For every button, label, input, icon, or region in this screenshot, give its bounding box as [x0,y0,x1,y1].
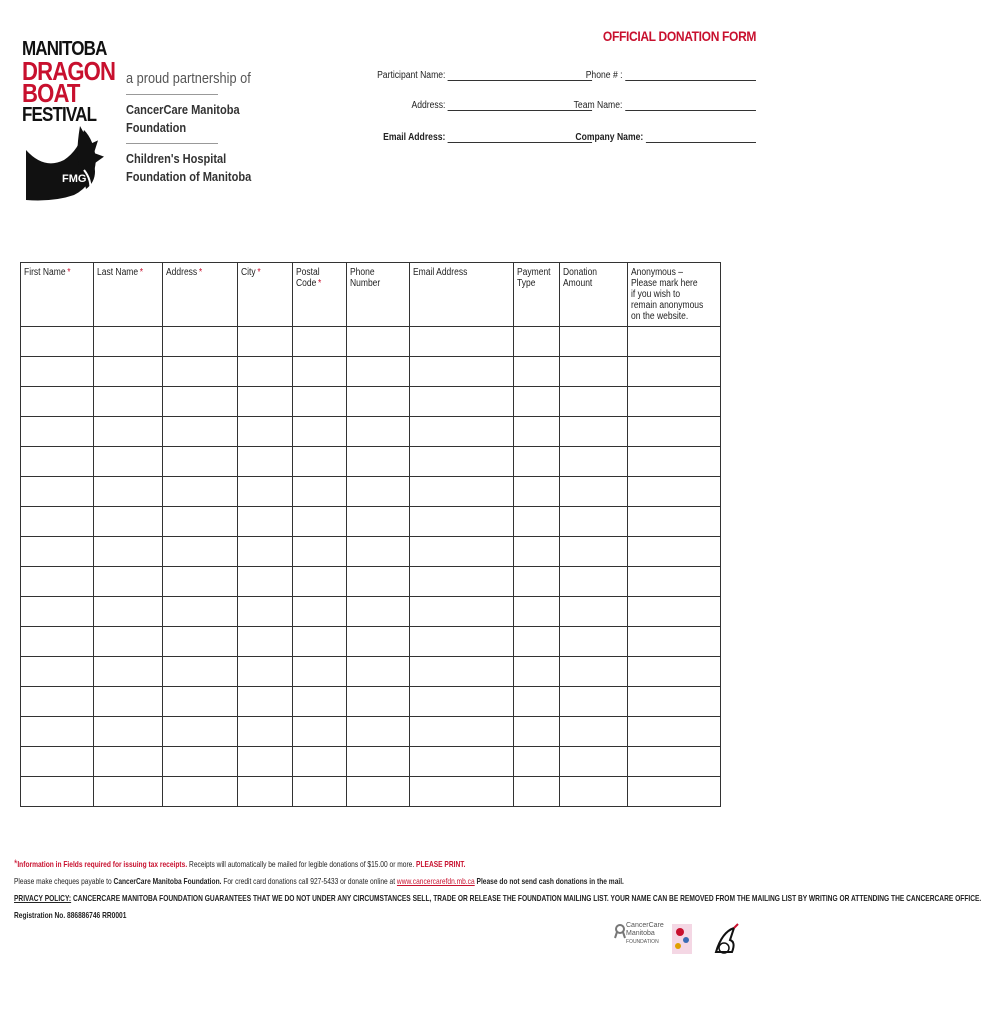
table-cell[interactable] [21,537,94,567]
table-cell[interactable] [514,657,560,687]
table-cell[interactable] [238,687,293,717]
column-header-1 [94,263,163,327]
table-cell[interactable] [238,507,293,537]
table-cell[interactable] [514,387,560,417]
table-cell[interactable] [347,657,410,687]
table-cell[interactable] [293,717,347,747]
table-cell[interactable] [293,747,347,777]
table-cell[interactable] [628,327,721,357]
table-cell[interactable] [347,387,410,417]
table-cell[interactable] [560,717,628,747]
please-print: PLEASE PRINT. [416,859,466,869]
table-row [21,747,721,777]
table-cell[interactable] [628,507,721,537]
table-cell[interactable] [163,507,238,537]
table-cell[interactable] [628,747,721,777]
table-cell[interactable] [560,777,628,807]
table-cell[interactable] [21,417,94,447]
table-cell[interactable] [238,747,293,777]
company-field[interactable] [575,132,756,143]
address-field[interactable] [411,100,592,111]
table-cell[interactable] [514,687,560,717]
table-cell[interactable] [628,387,721,417]
table-cell[interactable] [410,597,514,627]
table-cell[interactable] [514,627,560,657]
column-header-7 [514,263,560,327]
table-cell[interactable] [347,747,410,777]
table-cell[interactable] [560,387,628,417]
column-header-label: First Name * [24,267,71,278]
phone-label: Phone # : [585,70,623,81]
receipt-note: Receipts will automatically be mailed for legible donations of $15.00 or more. [189,859,415,869]
table-cell[interactable] [163,327,238,357]
credit-card-text: For credit card donations call 927-5433 or donate online at [223,876,396,886]
table-cell[interactable] [347,327,410,357]
table-cell[interactable] [560,477,628,507]
dragon-boat-festival-small-icon [712,922,740,958]
ccmf-line3: FOUNDATION [626,939,659,945]
table-cell[interactable] [163,447,238,477]
ribbon-icon [614,924,626,938]
table-cell[interactable] [347,597,410,627]
form-title: OFFICIAL DONATION FORM [602,28,756,44]
company-line[interactable] [646,132,756,143]
table-cell[interactable] [410,327,514,357]
partner-divider [126,94,218,95]
cheques-prefix: Please make cheques payable to [14,876,112,886]
logo-line-manitoba: MANITOBA [22,38,107,60]
table-cell[interactable] [163,417,238,447]
table-cell[interactable] [94,627,163,657]
column-header-3 [238,263,293,327]
table-row [21,627,721,657]
table-cell[interactable] [293,777,347,807]
table-cell[interactable] [94,447,163,477]
table-cell[interactable] [293,327,347,357]
table-cell[interactable] [560,507,628,537]
table-cell[interactable] [514,507,560,537]
table-cell[interactable] [347,687,410,717]
table-cell[interactable] [94,687,163,717]
table-cell[interactable] [293,387,347,417]
table-cell[interactable] [293,687,347,717]
table-cell[interactable] [21,387,94,417]
table-cell[interactable] [560,327,628,357]
table-cell[interactable] [21,687,94,717]
table-cell[interactable] [163,777,238,807]
phone-field[interactable] [586,70,756,81]
column-header-5 [347,263,410,327]
table-cell[interactable] [514,777,560,807]
table-cell[interactable] [163,387,238,417]
table-cell[interactable] [293,417,347,447]
privacy-label: PRIVACY POLICY: [14,893,72,903]
table-cell[interactable] [560,747,628,777]
table-cell[interactable] [628,567,721,597]
table-cell[interactable] [628,447,721,477]
table-cell[interactable] [514,417,560,447]
table-cell[interactable] [410,537,514,567]
table-cell[interactable] [293,447,347,477]
partner-divider [126,143,218,144]
company-label: Company Name: [575,132,644,143]
table-cell[interactable] [94,777,163,807]
required-note [14,858,465,870]
table-row [21,717,721,747]
table-cell[interactable] [163,357,238,387]
table-cell[interactable] [514,357,560,387]
table-cell[interactable] [94,537,163,567]
table-cell[interactable] [293,657,347,687]
table-cell[interactable] [628,717,721,747]
table-cell[interactable] [163,597,238,627]
table-cell[interactable] [293,507,347,537]
table-cell[interactable] [514,717,560,747]
table-cell[interactable] [628,477,721,507]
table-cell[interactable] [163,567,238,597]
table-cell[interactable] [94,657,163,687]
table-cell[interactable] [560,687,628,717]
table-cell[interactable] [514,597,560,627]
participant-name-field[interactable] [377,70,592,81]
table-row [21,597,721,627]
table-cell[interactable] [293,477,347,507]
table-cell[interactable] [238,537,293,567]
table-cell[interactable] [21,507,94,537]
table-cell[interactable] [628,627,721,657]
table-cell[interactable] [514,747,560,777]
column-header-0 [21,263,94,327]
column-header-label: Postal Code * [296,267,322,289]
table-cell[interactable] [21,777,94,807]
table-cell[interactable] [410,357,514,387]
address-label: Address: [410,100,445,111]
table-cell[interactable] [94,597,163,627]
required-star: * [257,267,261,278]
table-cell[interactable] [21,567,94,597]
table-cell[interactable] [628,417,721,447]
table-row [21,777,721,807]
table-cell[interactable] [628,657,721,687]
table-cell[interactable] [163,477,238,507]
participant-name-label: Participant Name: [376,70,445,81]
table-cell[interactable] [410,627,514,657]
table-cell[interactable] [560,357,628,387]
table-cell[interactable] [514,447,560,477]
team-name-field[interactable] [574,100,756,111]
table-cell[interactable] [21,627,94,657]
table-cell[interactable] [21,447,94,477]
partnership-intro: a proud partnership of [126,70,251,87]
table-row [21,477,721,507]
table-header-row [21,263,721,327]
table-cell[interactable] [628,537,721,567]
table-row [21,507,721,537]
column-header-label: Payment Type [517,267,551,289]
required-note-text: Information in Fields required for issuing tax receipts. [17,859,188,869]
email-field[interactable] [383,132,592,143]
privacy-text: CANCERCARE MANITOBA FOUNDATION GUARANTEES THAT WE DO NOT UNDER ANY CIRCUMSTANCES SELL, TRADE OR RELEASE THE FOUNDATION MAILING LIST. YOUR NAME CAN BE REMOVED FROM THE MAILING LIST BY WRITING OR ATTENDING THE CANCERCARE OFFICE. [72,893,981,903]
dragon-icon [24,120,104,200]
website-link[interactable]: www.cancercarefdn.mb.ca [396,876,475,886]
partnership-block [126,70,252,186]
table-row [21,447,721,477]
table-cell[interactable] [347,537,410,567]
table-cell[interactable] [293,357,347,387]
table-cell[interactable] [628,777,721,807]
ccmf-line2: Manitoba [626,930,655,937]
table-cell[interactable] [628,687,721,717]
table-row [21,357,721,387]
participant-name-line[interactable] [448,70,592,81]
table-cell[interactable] [347,507,410,537]
column-header-2 [163,263,238,327]
festival-logo [22,38,116,126]
table-cell[interactable] [514,537,560,567]
table-cell[interactable] [410,777,514,807]
logo-line-dragon: DRAGON [22,56,116,86]
required-star: * [318,278,322,289]
table-cell[interactable] [94,357,163,387]
no-cash-note: Please do not send cash donations in the mail. [476,876,624,886]
column-header-9 [628,263,721,327]
email-label: Email Address: [382,132,445,143]
table-cell[interactable] [347,627,410,657]
table-cell[interactable] [410,717,514,747]
table-cell[interactable] [238,597,293,627]
table-cell[interactable] [410,477,514,507]
table-cell[interactable] [347,477,410,507]
table-cell[interactable] [163,717,238,747]
table-cell[interactable] [560,537,628,567]
table-cell[interactable] [514,567,560,597]
fmg-wordmark: FMG [62,173,87,185]
table-cell[interactable] [94,567,163,597]
table-cell[interactable] [628,597,721,627]
table-cell[interactable] [560,447,628,477]
table-row [21,387,721,417]
column-header-8 [560,263,628,327]
table-cell[interactable] [238,447,293,477]
table-cell[interactable] [410,417,514,447]
table-cell[interactable] [163,657,238,687]
email-line[interactable] [448,132,592,143]
partner-cancercare-line1: CancerCare Manitoba [126,102,240,117]
table-cell[interactable] [94,747,163,777]
table-row [21,537,721,567]
table-cell[interactable] [293,597,347,627]
column-header-label: Anonymous – Please mark here if you wish to remain anonymous on the website. [631,267,704,322]
column-header-label: Donation Amount [563,267,598,289]
operated-by-mark [52,173,87,185]
table-cell[interactable] [238,777,293,807]
table-cell[interactable] [21,357,94,387]
table-cell[interactable] [560,567,628,597]
table-cell[interactable] [21,477,94,507]
registration-number: Registration No. 886886746 RR0001 [14,910,127,920]
table-cell[interactable] [560,627,628,657]
table-cell[interactable] [238,417,293,447]
address-line[interactable] [448,100,592,111]
table-cell[interactable] [238,357,293,387]
column-header-label: Last Name * [97,267,144,278]
column-header-label: City * [241,267,261,278]
partner-childrens-line1: Children's Hospital [126,151,227,166]
table-cell[interactable] [347,417,410,447]
table-cell[interactable] [94,417,163,447]
table-cell[interactable] [238,567,293,597]
table-cell[interactable] [410,567,514,597]
required-star: * [198,267,203,278]
required-star: * [14,858,18,870]
cheque-note [14,876,624,886]
partner-childrens-line2: Foundation of Manitoba [126,169,252,184]
column-header-4 [293,263,347,327]
partner-cancercare-line2: Foundation [126,120,187,135]
table-cell[interactable] [163,687,238,717]
table-cell[interactable] [21,657,94,687]
team-name-line[interactable] [625,100,756,111]
ccmf-line1: CancerCare [626,922,664,929]
cheques-payee: CancerCare Manitoba Foundation. [113,876,222,886]
table-row [21,567,721,597]
table-cell[interactable] [347,447,410,477]
table-cell[interactable] [238,327,293,357]
logo-line-festival: FESTIVAL [22,104,97,126]
table-cell[interactable] [94,717,163,747]
childrens-hospital-logo-icon [670,922,696,958]
table-cell[interactable] [410,747,514,777]
team-name-label: Team Name: [573,100,623,111]
table-cell[interactable] [238,387,293,417]
required-star: * [67,267,71,278]
table-cell[interactable] [628,357,721,387]
privacy-policy [14,893,981,903]
table-cell[interactable] [410,687,514,717]
table-cell[interactable] [560,657,628,687]
table-cell[interactable] [410,447,514,477]
table-cell[interactable] [347,717,410,747]
table-cell[interactable] [347,357,410,387]
table-cell[interactable] [514,477,560,507]
table-cell[interactable] [94,507,163,537]
table-cell[interactable] [21,597,94,627]
table-cell[interactable] [238,627,293,657]
table-cell[interactable] [21,327,94,357]
table-body [21,327,721,807]
donation-table [20,262,721,807]
column-header-label: Phone Number [350,267,381,289]
column-header-label: Address * [166,267,203,278]
table-cell[interactable] [514,327,560,357]
table-cell[interactable] [94,387,163,417]
table-cell[interactable] [21,747,94,777]
table-cell[interactable] [238,477,293,507]
table-cell[interactable] [560,597,628,627]
table-cell[interactable] [293,627,347,657]
table-cell[interactable] [94,327,163,357]
table-row [21,417,721,447]
table-cell[interactable] [21,717,94,747]
table-cell[interactable] [410,657,514,687]
table-cell[interactable] [293,537,347,567]
table-cell[interactable] [410,507,514,537]
table-row [21,657,721,687]
table-cell[interactable] [163,537,238,567]
table-cell[interactable] [410,387,514,417]
logo-line-boat: BOAT [22,78,80,108]
table-row [21,327,721,357]
column-header-6 [410,263,514,327]
cancercare-foundation-logo [614,922,664,954]
table-cell[interactable] [238,657,293,687]
table-cell[interactable] [163,627,238,657]
table-row [21,687,721,717]
table-cell[interactable] [94,477,163,507]
table-cell[interactable] [163,747,238,777]
table-cell[interactable] [560,417,628,447]
column-header-label: Email Address [413,267,468,278]
table-cell[interactable] [347,777,410,807]
table-cell[interactable] [238,717,293,747]
table-cell[interactable] [347,567,410,597]
phone-line[interactable] [625,70,756,81]
required-star: * [139,267,144,278]
table-cell[interactable] [293,567,347,597]
